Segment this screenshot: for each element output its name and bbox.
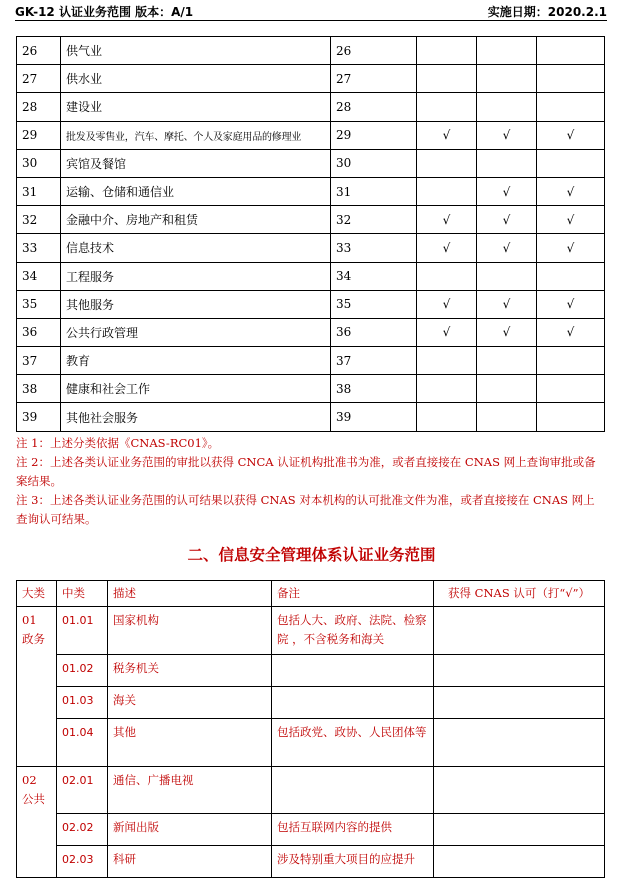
industry-code: 39 [17, 403, 61, 431]
industry-name: 运输、仓储和通信业 [61, 177, 331, 205]
industry-name: 宾馆及餐馆 [61, 149, 331, 177]
check-cell-2 [477, 375, 537, 403]
industry-name: 供气业 [61, 37, 331, 65]
remark: 包括人大、政府、法院、检察院 ，不含税务和海关 [272, 607, 434, 655]
header-remark: 备注 [272, 581, 434, 607]
doc-id-version: GK-12 认证业务范围 版本：A/1 [15, 5, 194, 19]
check-cell-1 [417, 177, 477, 205]
table-row [17, 687, 605, 719]
industry-code: 29 [17, 121, 61, 149]
industry-code-2: 37 [331, 347, 417, 375]
table-row [17, 767, 605, 814]
industry-code-2: 35 [331, 290, 417, 318]
industry-code-2: 26 [331, 37, 417, 65]
note-3: 注 3：上述各类认证业务范围的认可结果以获得 CNAS 对本机构的认可批准文件为准，或者直接接在 CNAS 网上查询认可结果。 [16, 493, 595, 526]
major-category [17, 846, 57, 878]
industry-code-2: 31 [331, 177, 417, 205]
industry-code: 31 [17, 177, 61, 205]
description: 通信、广播电视 [108, 767, 272, 814]
remark [272, 687, 434, 719]
check-cell-3: √ [537, 206, 605, 234]
description: 税务机关 [108, 655, 272, 687]
accreditation-mark [434, 607, 605, 655]
industry-code-2: 34 [331, 262, 417, 290]
industry-code-2: 32 [331, 206, 417, 234]
table-row [17, 262, 605, 290]
industry-name: 健康和社会工作 [61, 375, 331, 403]
industry-code: 35 [17, 290, 61, 318]
check-cell-3: √ [537, 234, 605, 262]
check-cell-1: √ [417, 206, 477, 234]
notes [16, 434, 606, 529]
industry-code-2: 36 [331, 318, 417, 346]
mid-category-code: 01.02 [57, 655, 108, 687]
remark [272, 767, 434, 814]
table-row [17, 607, 605, 655]
major-category [17, 687, 57, 719]
check-cell-3 [537, 149, 605, 177]
table-row [17, 846, 605, 878]
industry-code: 32 [17, 206, 61, 234]
note-2: 注 2：上述各类认证业务范围的审批以获得 CNCA 认证机构批准书为准，或者直接接在 CNAS 网上查询审批或备案结果。 [16, 455, 596, 488]
industry-name: 工程服务 [61, 262, 331, 290]
accreditation-mark [434, 655, 605, 687]
mid-category-code: 02.01 [57, 767, 108, 814]
check-cell-1 [417, 403, 477, 431]
industry-code: 38 [17, 375, 61, 403]
industry-code: 36 [17, 318, 61, 346]
remark: 包括政党、政协、人民团体等 [272, 719, 434, 767]
effective-date: 实施日期：2020.2.1 [487, 5, 607, 19]
mid-category-code: 01.04 [57, 719, 108, 767]
check-cell-2: √ [477, 121, 537, 149]
major-category: 02 公共 [17, 767, 57, 814]
description: 国家机构 [108, 607, 272, 655]
industry-name: 金融中介、房地产和租赁 [61, 206, 331, 234]
industry-name: 批发及零售业，汽车、摩托、个人及家庭用品的修理业 [61, 121, 331, 149]
check-cell-3: √ [537, 177, 605, 205]
mid-category-code: 02.02 [57, 814, 108, 846]
check-cell-1 [417, 65, 477, 93]
industry-code: 34 [17, 262, 61, 290]
table-row [17, 814, 605, 846]
table-row [17, 93, 605, 121]
check-cell-2: √ [477, 177, 537, 205]
industry-name: 建设业 [61, 93, 331, 121]
table-row [17, 37, 605, 65]
mid-category-code: 01.03 [57, 687, 108, 719]
header-desc: 描述 [108, 581, 272, 607]
check-cell-2 [477, 37, 537, 65]
major-category: 01 政务 [17, 607, 57, 655]
table-row [17, 318, 605, 346]
check-cell-3 [537, 347, 605, 375]
description: 海关 [108, 687, 272, 719]
header-accred: 获得 CNAS 认可（打“√”） [434, 581, 605, 607]
industry-code: 37 [17, 347, 61, 375]
industry-name: 公共行政管理 [61, 318, 331, 346]
description: 新闻出版 [108, 814, 272, 846]
table-row [17, 719, 605, 767]
page-header [15, 0, 607, 21]
check-cell-1: √ [417, 318, 477, 346]
industry-name: 教育 [61, 347, 331, 375]
table-row [17, 234, 605, 262]
industry-code-2: 39 [331, 403, 417, 431]
check-cell-2 [477, 403, 537, 431]
check-cell-2 [477, 262, 537, 290]
description: 科研 [108, 846, 272, 878]
industry-name: 供水业 [61, 65, 331, 93]
check-cell-2: √ [477, 206, 537, 234]
industry-code-2: 29 [331, 121, 417, 149]
industry-code-2: 33 [331, 234, 417, 262]
check-cell-1: √ [417, 290, 477, 318]
table-row [17, 347, 605, 375]
check-cell-1 [417, 375, 477, 403]
table-row [17, 655, 605, 687]
header-mid: 中类 [57, 581, 108, 607]
header-major: 大类 [17, 581, 57, 607]
check-cell-3 [537, 375, 605, 403]
major-category [17, 814, 57, 846]
description: 其他 [108, 719, 272, 767]
check-cell-2: √ [477, 290, 537, 318]
industry-code: 27 [17, 65, 61, 93]
table-row [17, 290, 605, 318]
remark: 涉及特别重大项目的应提升 [272, 846, 434, 878]
table-row [17, 121, 605, 149]
check-cell-3 [537, 403, 605, 431]
table-row [17, 403, 605, 431]
accreditation-mark [434, 846, 605, 878]
check-cell-1 [417, 262, 477, 290]
industry-code-2: 28 [331, 93, 417, 121]
table-row [17, 375, 605, 403]
industry-code-2: 38 [331, 375, 417, 403]
remark [272, 655, 434, 687]
check-cell-3 [537, 37, 605, 65]
industry-name: 其他社会服务 [61, 403, 331, 431]
check-cell-1 [417, 347, 477, 375]
industry-code: 26 [17, 37, 61, 65]
accreditation-mark [434, 767, 605, 814]
industry-code: 28 [17, 93, 61, 121]
note-1: 注 1：上述分类依据《CNAS-RC01》。 [16, 436, 220, 450]
industry-code-2: 30 [331, 149, 417, 177]
check-cell-3 [537, 262, 605, 290]
accreditation-mark [434, 719, 605, 767]
check-cell-3: √ [537, 290, 605, 318]
check-cell-2: √ [477, 318, 537, 346]
check-cell-1 [417, 93, 477, 121]
major-category [17, 719, 57, 767]
industry-scope-table [16, 36, 605, 432]
section-title: 二、信息安全管理体系认证业务范围 [187, 546, 436, 564]
table-row [17, 149, 605, 177]
check-cell-3 [537, 93, 605, 121]
industry-code-2: 27 [331, 65, 417, 93]
check-cell-2 [477, 149, 537, 177]
check-cell-2 [477, 93, 537, 121]
table-row [17, 177, 605, 205]
table-header-row [17, 581, 605, 607]
check-cell-1 [417, 149, 477, 177]
table-row [17, 65, 605, 93]
check-cell-3: √ [537, 318, 605, 346]
check-cell-1: √ [417, 234, 477, 262]
check-cell-1 [417, 37, 477, 65]
check-cell-3 [537, 65, 605, 93]
industry-code: 33 [17, 234, 61, 262]
accreditation-mark [434, 687, 605, 719]
remark: 包括互联网内容的提供 [272, 814, 434, 846]
table-row [17, 206, 605, 234]
mid-category-code: 01.01 [57, 607, 108, 655]
major-category [17, 655, 57, 687]
check-cell-2 [477, 65, 537, 93]
industry-name: 其他服务 [61, 290, 331, 318]
isms-scope-table [16, 580, 605, 878]
check-cell-2: √ [477, 234, 537, 262]
check-cell-3: √ [537, 121, 605, 149]
accreditation-mark [434, 814, 605, 846]
check-cell-2 [477, 347, 537, 375]
industry-code: 30 [17, 149, 61, 177]
mid-category-code: 02.03 [57, 846, 108, 878]
check-cell-1: √ [417, 121, 477, 149]
industry-name: 信息技术 [61, 234, 331, 262]
